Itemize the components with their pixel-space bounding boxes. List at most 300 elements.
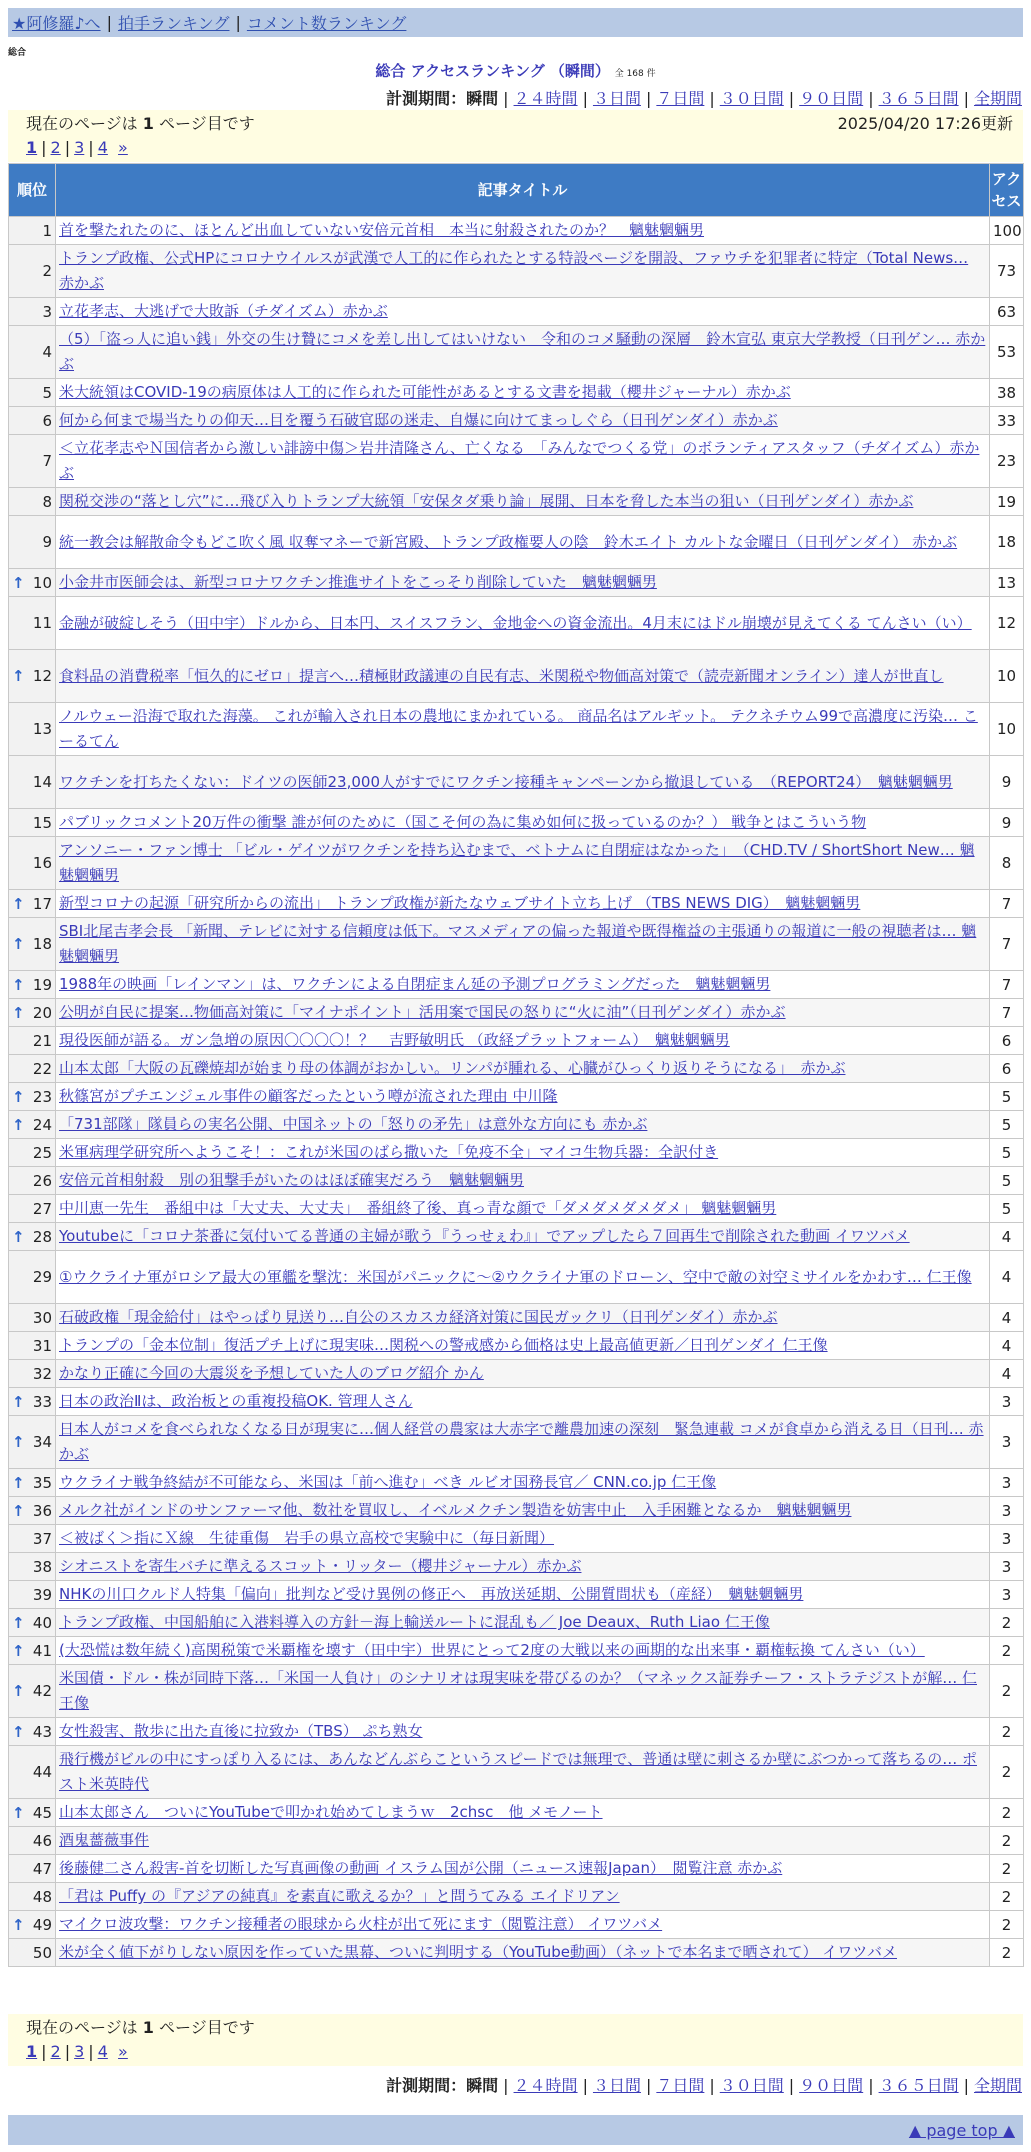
table-row — [9, 1497, 1024, 1525]
table-row — [9, 516, 1024, 569]
article-link[interactable]: トランプ政権、中国船舶に入港料導入の方針－海上輸送ルートに混乱も／ Joe Deaux、Ruth Liao 仁王像 — [59, 1613, 770, 1631]
access-count: 4 — [990, 1304, 1024, 1332]
rank-cell — [9, 569, 56, 597]
up-arrow-icon: ↑ — [12, 1682, 25, 1700]
table-row — [9, 650, 1024, 703]
rank-cell — [9, 516, 56, 569]
rank-number: 37 — [32, 1529, 52, 1548]
rank-cell — [9, 918, 56, 971]
period-option[interactable]: ２４時間 — [513, 89, 578, 108]
rank-cell — [9, 1332, 56, 1360]
article-link[interactable]: シオニストを寄生バチに準えるスコット・リッター（櫻井ジャーナル）赤かぶ — [59, 1557, 582, 1575]
rank-number: 50 — [32, 1943, 52, 1962]
rank-number: 35 — [32, 1473, 52, 1492]
table-row — [9, 1609, 1024, 1637]
article-link[interactable]: 山本太郎「大阪の瓦礫焼却が始まり母の体調がおかしい。リンパが腫れる、心臓がひっくり返りそうになる」 赤かぶ — [59, 1059, 846, 1077]
article-link[interactable]: 公明が自民に提案…物価高対策に「マイナポイント」活用案で国民の怒りに“火に油”（日刊ゲンダイ）赤かぶ — [59, 1003, 786, 1021]
article-link[interactable]: 何から何まで場当たりの仰天…目を覆う石破官邸の迷走、自爆に向けてまっしぐら（日刊ゲンダイ）赤かぶ — [59, 411, 778, 429]
table-row — [9, 1027, 1024, 1055]
up-arrow-icon: ↑ — [12, 1392, 25, 1411]
title-cell — [56, 756, 990, 809]
title-cell — [56, 1718, 990, 1746]
title-cell — [56, 809, 990, 837]
rank-number: 31 — [32, 1336, 52, 1355]
ranking-title-text: 総合 アクセスランキング （瞬間） — [375, 62, 610, 80]
article-link[interactable]: 小金井市医師会は、新型コロナワクチン推進サイトをこっそり削除していた 魑魅魍魎男 — [59, 573, 657, 591]
title-cell — [56, 1416, 990, 1469]
article-link[interactable]: 新型コロナの起源「研究所からの流出」 トランプ政権が新たなウェブサイト立ち上げ （TBS NEWS DIG） 魑魅魍魎男 — [59, 894, 861, 912]
table-row — [9, 999, 1024, 1027]
rank-number: 48 — [32, 1887, 52, 1906]
article-link[interactable]: 日本の政治Ⅱは、政治板との重複投稿OK. 管理人さん — [59, 1392, 413, 1410]
up-arrow-icon: ↑ — [12, 935, 25, 953]
period-option[interactable]: ３０日間 — [719, 2076, 784, 2095]
article-link[interactable]: Youtubeに「コロナ茶番に気付いてる普通の主婦が歌う『うっせぇわ』」でアップしたら７回再生で削除された動画 イワツバメ — [59, 1227, 910, 1245]
article-link[interactable]: アンソニー・ファン博士 「ビル・ゲイツがワクチンを持ち込むまで、ベトナムに自閉症はなかった」 （CHD.TV / ShortShort New… 魑魅魍魎男 — [59, 841, 975, 884]
rank-cell — [9, 1911, 56, 1939]
rank-cell — [9, 407, 56, 435]
period-label: 計測期間： — [386, 2076, 467, 2095]
article-link[interactable]: 中川恵一先生 番組中は「大丈夫、大丈夫」 番組終了後、真っ青な顔で「ダメダメダメダメ」 魑魅魍魎男 — [59, 1199, 777, 1217]
article-link[interactable]: 「731部隊」隊員らの実名公開、中国ネットの「怒りの矛先」は意外な方向にも 赤かぶ — [59, 1115, 648, 1133]
access-count: 2 — [990, 1799, 1024, 1827]
page-link[interactable]: 3 — [74, 2042, 85, 2061]
ranking-title — [0, 60, 1031, 81]
applause-ranking-link[interactable]: 拍手ランキング — [117, 14, 230, 33]
access-count: 7 — [990, 918, 1024, 971]
title-cell — [56, 1827, 990, 1855]
article-link[interactable]: 山本太郎さん ついにYouTubeで叩かれ始めてしまうｗ 2chsc 他 メモノート — [59, 1803, 603, 1821]
title-cell — [56, 1083, 990, 1111]
table-row — [9, 756, 1024, 809]
period-option[interactable]: ９０日間 — [799, 89, 864, 108]
title-cell — [56, 1195, 990, 1223]
article-link[interactable]: 日本人がコメを食べられなくなる日が現実に…個人経営の農家は大赤字で離農加速の深刻 緊急連載 コメが食卓から消える日（日刊… 赤かぶ — [59, 1420, 984, 1463]
table-row — [9, 1360, 1024, 1388]
article-link[interactable]: トランプ政権、公式HPにコロナウイルスが武漢で人工的に作られたとする特設ページを開設、ファウチを犯罪者に特定（Total News… 赤かぶ — [59, 249, 969, 292]
article-link[interactable]: 米軍病理学研究所へようこそ！：これが米国のばら撒いた「免疫不全」マイコ生物兵器：全訳付き — [59, 1143, 719, 1161]
title-cell — [56, 1581, 990, 1609]
period-option[interactable]: ７日間 — [656, 2076, 705, 2095]
home-link[interactable]: ★阿修羅♪へ — [12, 14, 101, 33]
article-link[interactable]: 「君は Puffy の『アジアの純真』を素直に歌えるか？」と問うてみる エイドリアン — [59, 1887, 620, 1905]
access-count: 2 — [990, 1883, 1024, 1911]
rank-cell — [9, 488, 56, 516]
rank-cell — [9, 1827, 56, 1855]
access-count: 7 — [990, 971, 1024, 999]
access-count: 2 — [990, 1911, 1024, 1939]
period-option[interactable]: ７日間 — [656, 89, 705, 108]
period-selector-bottom: 計測期間：瞬間 | ２４時間 | ３日間 | ７日間 | ３０日間 | ９０日間 | ３６５日間 | 全期間 — [386, 2076, 1022, 2095]
access-count: 2 — [990, 1855, 1024, 1883]
period-option[interactable]: ３６５日間 — [878, 89, 959, 108]
period-option[interactable]: ２４時間 — [513, 2076, 578, 2095]
rank-number: 21 — [32, 1031, 52, 1050]
article-link[interactable]: ＜被ばく＞指にＸ線 生徒重傷 岩手の県立高校で実験中に（毎日新聞） — [59, 1529, 555, 1547]
table-row — [9, 1332, 1024, 1360]
access-count: 9 — [990, 809, 1024, 837]
rank-cell — [9, 1637, 56, 1665]
col-title-header: 記事タイトル — [56, 164, 990, 217]
rank-number: 34 — [32, 1433, 52, 1451]
rank-cell — [9, 971, 56, 999]
article-link[interactable]: ワクチンを打ちたくない：ドイツの医師23,000人がすでにワクチン接種キャンペーンから撤退している （REPORT24） 魑魅魍魎男 — [59, 772, 953, 791]
article-link[interactable]: トランプの「金本位制」復活プチ上げに現実味…関税への警戒感から価格は史上最高値更新／日刊ゲンダイ 仁王像 — [59, 1336, 828, 1354]
up-arrow-icon: ↑ — [12, 1227, 25, 1246]
footer-bar — [8, 2115, 1023, 2145]
access-count: 19 — [990, 488, 1024, 516]
table-row — [9, 298, 1024, 326]
title-cell — [56, 1332, 990, 1360]
title-cell — [56, 1251, 990, 1304]
table-row — [9, 1939, 1024, 1967]
access-count: 3 — [990, 1497, 1024, 1525]
title-cell — [56, 597, 990, 650]
access-count: 4 — [990, 1332, 1024, 1360]
table-row — [9, 407, 1024, 435]
access-count: 8 — [990, 837, 1024, 890]
rank-number: 36 — [32, 1501, 52, 1520]
table-row — [9, 379, 1024, 407]
rank-cell — [9, 1581, 56, 1609]
article-link[interactable]: パブリックコメント20万件の衝撃 誰が何のために（国こそ何の為に集め如何に扱っているのか？） 戦争とはこういう物 — [59, 813, 867, 831]
article-link[interactable]: 米が全く値下がりしない原因を作っていた黒幕、ついに判明する（YouTube動画）（ネットで本名まで晒されて） イワツバメ — [59, 1943, 897, 1961]
title-cell — [56, 1139, 990, 1167]
rank-number: 23 — [32, 1087, 52, 1106]
table-row — [9, 809, 1024, 837]
rank-cell — [9, 1360, 56, 1388]
access-count: 2 — [990, 1637, 1024, 1665]
title-cell — [56, 1223, 990, 1251]
article-link[interactable]: ①ウクライナ軍がロシア最大の軍艦を撃沈：米国がパニックに～②ウクライナ軍のドローン、空中で敵の対空ミサイルをかわす… 仁王像 — [59, 1267, 972, 1286]
pager-bottom — [8, 2014, 1023, 2066]
up-arrow-icon: ↑ — [12, 1473, 25, 1492]
page-top-link[interactable]: ▲ page top ▲ — [908, 2120, 1015, 2140]
table-row — [9, 326, 1024, 379]
article-link[interactable]: NHKの川口クルド人特集「偏向」批判など受け異例の修正へ 再放送延期、公開質問状も（産経） 魑魅魍魎男 — [59, 1585, 804, 1603]
title-cell — [56, 1167, 990, 1195]
table-row — [9, 1665, 1024, 1718]
table-row — [9, 1139, 1024, 1167]
title-cell — [56, 516, 990, 569]
title-cell — [56, 1469, 990, 1497]
title-cell — [56, 971, 990, 999]
table-row — [9, 1553, 1024, 1581]
rank-cell — [9, 809, 56, 837]
article-link[interactable]: 石破政権「現金給付」はやっぱり見送り…自公のスカスカ経済対策に国民ガックリ（日刊ゲンダイ）赤かぶ — [59, 1308, 778, 1326]
next-page-link[interactable]: » — [118, 2042, 128, 2061]
title-cell — [56, 890, 990, 918]
table-row — [9, 918, 1024, 971]
rank-number: 14 — [32, 773, 52, 791]
up-arrow-icon: ↑ — [12, 975, 25, 994]
title-cell — [56, 1665, 990, 1718]
article-link[interactable]: 統一教会は解散命令もどこ吹く風 収奪マネーで新宮殿、トランプ政権要人の陰 鈴木エイト カルトな金曜日（日刊ゲンダイ） 赤かぶ — [59, 532, 958, 551]
rank-cell — [9, 1609, 56, 1637]
title-cell — [56, 1304, 990, 1332]
comment-ranking-link[interactable]: コメント数ランキング — [246, 14, 407, 33]
article-link[interactable]: ノルウェー沿海で取れた海藻。 これが輸入され日本の農地にまかれている。 商品名はアルギット。 テクネチウム99で高濃度に汚染… こーるてん — [59, 707, 978, 750]
rank-cell — [9, 1799, 56, 1827]
title-cell — [56, 1883, 990, 1911]
period-option[interactable]: ３日間 — [592, 2076, 641, 2095]
rank-cell — [9, 1195, 56, 1223]
article-link[interactable]: 金融が破綻しそう（田中宇）ドルから、日本円、スイスフラン、金地金への資金流出。4月末にはドル崩壊が見えてくる てんさい（い） — [59, 613, 972, 632]
rank-cell — [9, 1111, 56, 1139]
title-cell — [56, 650, 990, 703]
title-cell — [56, 999, 990, 1027]
access-count: 5 — [990, 1139, 1024, 1167]
rank-number: 26 — [32, 1171, 52, 1190]
article-link[interactable]: （5）「盗っ人に追い銭」外交の生け贄にコメを差し出してはいけない 令和のコメ騒動の深層 鈴木宣弘 東京大学教授（日刊ゲン… 赤かぶ — [59, 330, 986, 373]
up-arrow-icon: ↑ — [12, 894, 25, 913]
table-row — [9, 971, 1024, 999]
title-cell — [56, 245, 990, 298]
access-count: 10 — [990, 703, 1024, 756]
access-count: 9 — [990, 756, 1024, 809]
access-count: 53 — [990, 326, 1024, 379]
rank-number: 32 — [32, 1364, 52, 1383]
title-cell — [56, 1939, 990, 1967]
current-page-text: 現在のページは 1 ページ目です — [26, 114, 255, 133]
top-nav-bar: ★阿修羅♪へ | 拍手ランキング | コメント数ランキング — [8, 8, 1023, 37]
article-link[interactable]: 安倍元首相射殺 別の狙撃手がいたのはほぼ確実だろう 魑魅魍魎男 — [59, 1171, 525, 1189]
access-count: 2 — [990, 1665, 1024, 1718]
rank-cell — [9, 217, 56, 245]
rank-cell — [9, 379, 56, 407]
table-row — [9, 1055, 1024, 1083]
table-row — [9, 1827, 1024, 1855]
title-cell — [56, 837, 990, 890]
rank-number: 42 — [32, 1682, 52, 1700]
period-label: 計測期間： — [386, 89, 467, 108]
rank-number: 15 — [32, 813, 52, 832]
article-link[interactable]: 立花孝志、大逃げで大敗訴（チダイズム）赤かぶ — [59, 302, 388, 320]
rank-number: 13 — [32, 720, 52, 738]
rank-cell — [9, 1855, 56, 1883]
ranking-table — [8, 163, 1024, 1967]
article-link[interactable]: SBI北尾吉孝会長 「新聞、テレビに対する信頼度は低下。マスメディアの偏った報道や既得権益の主張通りの報道に一般の視聴者は… 魑魅魍魎男 — [59, 922, 977, 965]
page-links: 1 | 2 | 3 | 4 » — [26, 138, 128, 157]
table-row — [9, 488, 1024, 516]
access-count: 4 — [990, 1223, 1024, 1251]
title-cell — [56, 918, 990, 971]
rank-cell — [9, 1525, 56, 1553]
access-count: 18 — [990, 516, 1024, 569]
col-rank-header: 順位 — [9, 164, 56, 217]
title-cell — [56, 1027, 990, 1055]
rank-cell — [9, 1416, 56, 1469]
title-cell — [56, 1111, 990, 1139]
page-link[interactable]: 4 — [97, 138, 108, 157]
table-row — [9, 1167, 1024, 1195]
rank-number: 5 — [42, 383, 52, 402]
col-access-header: アクセス — [990, 164, 1024, 217]
title-cell — [56, 407, 990, 435]
article-link[interactable]: 飛行機がビルの中にすっぽり入るには、あんなどんぶらこというスピードでは無理で、普通は壁に刺さるか壁にぶつかって落ちるの… ポスト米英時代 — [59, 1750, 977, 1793]
title-cell — [56, 1609, 990, 1637]
article-link[interactable]: (大恐慌は数年続く)高関税策で米覇権を壊す（田中宇）世界にとって2度の大戦以来の画期的な出来事・覇権転換 てんさい（い） — [59, 1641, 925, 1659]
rank-number: 30 — [32, 1308, 52, 1327]
rank-cell — [9, 650, 56, 703]
title-cell — [56, 569, 990, 597]
rank-cell — [9, 1469, 56, 1497]
table-row — [9, 1111, 1024, 1139]
total-count: 全 168 件 — [614, 69, 656, 79]
page-link[interactable]: 2 — [50, 138, 61, 157]
rank-number: 1 — [42, 221, 52, 240]
access-count: 2 — [990, 1746, 1024, 1799]
rank-number: 11 — [32, 614, 52, 632]
rank-number: 4 — [42, 343, 52, 361]
article-link[interactable]: ウクライナ戦争終結が不可能なら、米国は「前へ進む」べき ルビオ国務長官／ CNN.co.jp 仁王像 — [59, 1473, 717, 1491]
article-link[interactable]: メルク社がインドのサンファーマ他、数社を買収し、イベルメクチン製造を妨害中止 入手困難となるか 魑魅魍魎男 — [59, 1501, 852, 1519]
rank-number: 7 — [42, 452, 52, 470]
rank-cell — [9, 1883, 56, 1911]
article-link[interactable]: 秋篠宮がプチエンジェル事件の顧客だったという噂が流された理由 中川隆 — [59, 1087, 558, 1105]
page-link[interactable]: 4 — [97, 2042, 108, 2061]
table-row — [9, 1195, 1024, 1223]
period-option[interactable]: ３日間 — [592, 89, 641, 108]
access-count: 33 — [990, 407, 1024, 435]
article-link[interactable]: ＜立花孝志やＮ国信者から激しい誹謗中傷＞岩井清隆さん、亡くなる 「みんなでつくる党」のボランティアスタッフ（チダイズム）赤かぶ — [59, 439, 980, 482]
table-row — [9, 1746, 1024, 1799]
rank-cell — [9, 1223, 56, 1251]
table-row — [9, 1416, 1024, 1469]
article-link[interactable]: 食料品の消費税率「恒久的にゼロ」提言へ…積極財政議連の自民有志、米関税や物価高対策で（読売新聞オンライン）達人が世直し — [59, 666, 944, 685]
article-link[interactable]: 米大統領はCOVID-19の病原体は人工的に作られた可能性があるとする文書を掲載（櫻井ジャーナル）赤かぶ — [59, 383, 791, 401]
next-page-link[interactable]: » — [118, 138, 128, 157]
table-row — [9, 217, 1024, 245]
rank-cell — [9, 1083, 56, 1111]
article-link[interactable]: マイクロ波攻撃：ワクチン接種者の眼球から火柱が出て死にます（閲覧注意） イワツバメ — [59, 1915, 663, 1933]
title-cell — [56, 703, 990, 756]
table-row — [9, 1304, 1024, 1332]
rank-number: 28 — [32, 1227, 52, 1246]
access-count: 2 — [990, 1939, 1024, 1967]
rank-cell — [9, 837, 56, 890]
up-arrow-icon: ↑ — [12, 1433, 25, 1451]
table-row — [9, 1855, 1024, 1883]
up-arrow-icon: ↑ — [12, 573, 25, 592]
article-link[interactable]: 現役医師が語る。ガン急増の原因〇〇〇〇！？ 吉野敏明氏 （政経プラットフォーム） 魑魅魍魎男 — [59, 1031, 730, 1049]
title-cell — [56, 298, 990, 326]
pager-top — [8, 110, 1023, 162]
title-cell — [56, 1911, 990, 1939]
table-row — [9, 1083, 1024, 1111]
article-link[interactable]: 米国債・ドル・株が同時下落…「米国一人負け」のシナリオは現実味を帯びるのか？（マネックス証券チーフ・ストラテジストが解… 仁王像 — [59, 1669, 977, 1712]
page-link-current[interactable]: 1 — [26, 138, 38, 157]
access-count: 5 — [990, 1111, 1024, 1139]
rank-number: 47 — [32, 1859, 52, 1878]
article-link[interactable]: 1988年の映画「レインマン」は、ワクチンによる自閉症まん延の予測プログラミングだった 魑魅魍魎男 — [59, 975, 771, 993]
article-link[interactable]: 首を撃たれたのに、ほとんど出血していない安倍元首相 本当に射殺されたのか？ 魑魅魍魎男 — [59, 221, 705, 239]
period-option[interactable]: 全期間 — [973, 2076, 1022, 2095]
rank-cell — [9, 1251, 56, 1304]
table-row — [9, 245, 1024, 298]
period-option: 瞬間 — [466, 89, 499, 108]
access-count: 6 — [990, 1055, 1024, 1083]
category-label: 総合 — [8, 48, 27, 58]
period-option[interactable]: ３６５日間 — [878, 2076, 959, 2095]
up-arrow-icon: ↑ — [12, 667, 25, 685]
article-link[interactable]: かなり正確に今回の大震災を予想していた人のブログ紹介 かん — [59, 1364, 484, 1382]
access-count: 4 — [990, 1360, 1024, 1388]
period-option[interactable]: 全期間 — [973, 89, 1022, 108]
rank-cell — [9, 1553, 56, 1581]
rank-cell — [9, 1027, 56, 1055]
access-count: 4 — [990, 1251, 1024, 1304]
up-arrow-icon: ↑ — [12, 1501, 25, 1520]
rank-number: 3 — [42, 302, 52, 321]
rank-number: 24 — [32, 1115, 52, 1134]
rank-cell — [9, 1746, 56, 1799]
article-link[interactable]: 後藤健二さん殺害-首を切断した写真画像の動画 イスラム国が公開（ニュース速報Japan） 閲覧注意 赤かぶ — [59, 1859, 783, 1877]
period-option: 瞬間 — [466, 2076, 499, 2095]
rank-number: 18 — [32, 935, 52, 953]
rank-number: 33 — [32, 1392, 52, 1411]
current-page-text: 現在のページは 1 ページ目です — [26, 2018, 255, 2037]
rank-number: 46 — [32, 1831, 52, 1850]
rank-cell — [9, 1497, 56, 1525]
table-row — [9, 837, 1024, 890]
title-cell — [56, 435, 990, 488]
title-cell — [56, 379, 990, 407]
access-count: 12 — [990, 597, 1024, 650]
title-cell — [56, 1497, 990, 1525]
rank-number: 25 — [32, 1143, 52, 1162]
article-link[interactable]: 関税交渉の“落とし穴”に…飛び入りトランプ大統領「安保タダ乗り論」展開、日本を脅した本当の狙い（日刊ゲンダイ）赤かぶ — [59, 492, 914, 510]
rank-number: 12 — [32, 667, 52, 685]
rank-number: 10 — [32, 573, 52, 592]
rank-number: 45 — [32, 1803, 52, 1822]
rank-number: 49 — [32, 1915, 52, 1934]
access-count: 13 — [990, 569, 1024, 597]
page-links: 1 | 2 | 3 | 4 » — [26, 2042, 128, 2061]
rank-cell — [9, 999, 56, 1027]
article-link[interactable]: 酒鬼薔薇事件 — [59, 1831, 150, 1849]
period-option[interactable]: ９０日間 — [799, 2076, 864, 2095]
title-cell — [56, 1360, 990, 1388]
page-link-current[interactable]: 1 — [26, 2042, 38, 2061]
page-link[interactable]: 3 — [74, 138, 85, 157]
table-row — [9, 1718, 1024, 1746]
title-cell — [56, 1746, 990, 1799]
period-selector-top: 計測期間：瞬間 | ２４時間 | ３日間 | ７日間 | ３０日間 | ９０日間 | ３６５日間 | 全期間 — [386, 89, 1022, 108]
access-count: 3 — [990, 1581, 1024, 1609]
rank-cell — [9, 1167, 56, 1195]
title-cell — [56, 1388, 990, 1416]
title-cell — [56, 488, 990, 516]
up-arrow-icon: ↑ — [12, 1722, 25, 1741]
title-cell — [56, 1525, 990, 1553]
table-row — [9, 1388, 1024, 1416]
rank-number: 17 — [32, 894, 52, 913]
rank-cell — [9, 597, 56, 650]
access-count: 5 — [990, 1167, 1024, 1195]
rank-cell — [9, 326, 56, 379]
table-row — [9, 703, 1024, 756]
up-arrow-icon: ↑ — [12, 1115, 25, 1134]
rank-cell — [9, 245, 56, 298]
table-row — [9, 1637, 1024, 1665]
up-arrow-icon: ↑ — [12, 1003, 25, 1022]
rank-number: 38 — [32, 1557, 52, 1576]
page-link[interactable]: 2 — [50, 2042, 61, 2061]
period-option[interactable]: ３０日間 — [719, 89, 784, 108]
access-count: 10 — [990, 650, 1024, 703]
article-link[interactable]: 女性殺害、散歩に出た直後に拉致か（TBS） ぷち熟女 — [59, 1722, 423, 1740]
